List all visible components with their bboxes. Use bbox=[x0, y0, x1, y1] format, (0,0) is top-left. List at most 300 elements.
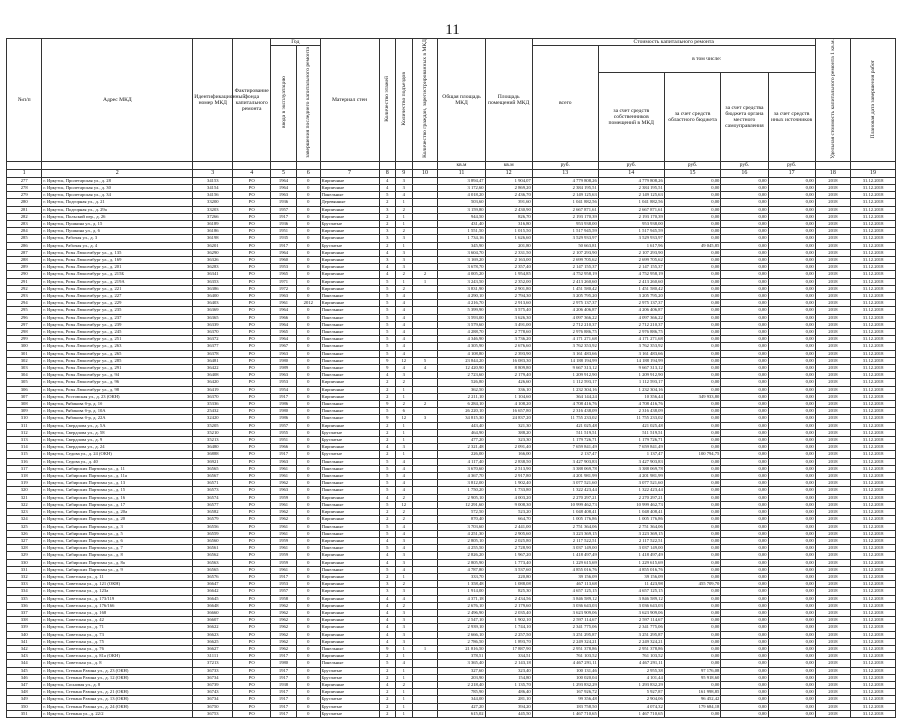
table-cell: 2 341 775,06 bbox=[598, 624, 664, 631]
table-cell: 4 787,80 bbox=[438, 566, 485, 573]
table-cell: 1955 bbox=[271, 429, 297, 436]
table-cell: 3 762 353,92 bbox=[598, 343, 664, 350]
unit-empty bbox=[396, 161, 413, 169]
table-cell: 2 901,80 bbox=[485, 285, 532, 292]
table-cell: 2018 bbox=[815, 667, 850, 674]
table-cell: 2018 bbox=[815, 321, 850, 328]
table-cell: 0,00 bbox=[721, 465, 768, 472]
table-cell: 9 667 313,12 bbox=[532, 365, 598, 372]
table-cell: 1 358,48 bbox=[438, 581, 485, 588]
table-cell: 2 bbox=[379, 379, 396, 386]
table-cell: г. Иркутск, Польский пер., д. 26 bbox=[42, 213, 193, 220]
table-cell: РО bbox=[233, 307, 271, 314]
table-cell: 0,00 bbox=[664, 458, 721, 465]
table-cell: 1 bbox=[396, 667, 413, 674]
table-cell: 31.12.2018 bbox=[851, 645, 896, 652]
table-cell: РО bbox=[233, 537, 271, 544]
table-cell: г. Иркутск, Розы Люксембург ул., д. 237 bbox=[42, 314, 193, 321]
table-cell: 0 bbox=[296, 602, 320, 609]
table-cell: 3 bbox=[379, 588, 396, 595]
table-cell: 0,00 bbox=[768, 537, 815, 544]
table-cell: Панельные bbox=[320, 645, 379, 652]
table-cell: 0 bbox=[296, 285, 320, 292]
table-cell: 3 831,90 bbox=[438, 285, 485, 292]
table-cell: 17 887,90 bbox=[485, 645, 532, 652]
table-cell: 1963 bbox=[271, 293, 297, 300]
table-cell: 1953 bbox=[271, 581, 297, 588]
table-cell: 1 104,60 bbox=[485, 393, 532, 400]
table-cell bbox=[412, 566, 438, 573]
table-cell: 1962 bbox=[271, 509, 297, 516]
table-cell: 1917 bbox=[271, 710, 297, 717]
table-cell: 0 bbox=[296, 336, 320, 343]
table-cell: 4 bbox=[379, 372, 396, 379]
table-cell: 4 bbox=[379, 617, 396, 624]
table-cell bbox=[412, 473, 438, 480]
table-cell: 3 077 521,60 bbox=[598, 480, 664, 487]
table-cell: Панельные bbox=[320, 566, 379, 573]
column-number: 3 bbox=[193, 169, 233, 177]
table-cell: Кирпичные bbox=[320, 588, 379, 595]
table-cell: 4 bbox=[396, 566, 413, 573]
table-cell: 2018 bbox=[815, 220, 850, 227]
table-cell: 0,00 bbox=[768, 609, 815, 616]
table-cell: 3 623 909,06 bbox=[532, 609, 598, 616]
table-cell: РО bbox=[233, 696, 271, 703]
table-cell: 0,00 bbox=[768, 213, 815, 220]
table-row bbox=[7, 631, 896, 638]
table-cell: 1 048 408,41 bbox=[532, 509, 598, 516]
table-cell bbox=[412, 350, 438, 357]
table-cell: 0,00 bbox=[664, 336, 721, 343]
table-cell: РО bbox=[233, 689, 271, 696]
table-cell: 6 bbox=[396, 408, 413, 415]
table-cell: Кирпичные bbox=[320, 235, 379, 242]
table-cell: 2 bbox=[379, 703, 396, 710]
table-cell: 4 097 366,22 bbox=[532, 314, 598, 321]
table-cell: г. Иркутск, Розы Люксембург ул., д. 215Б bbox=[42, 271, 193, 278]
table-cell: 664,70 bbox=[485, 516, 532, 523]
table-cell: Кирпичные bbox=[320, 509, 379, 516]
table-cell: 1938 bbox=[271, 681, 297, 688]
table-cell: 31.12.2018 bbox=[851, 256, 896, 263]
table-cell: 2 bbox=[396, 271, 413, 278]
table-cell: РО bbox=[233, 408, 271, 415]
table-cell: г. Иркутск, Подгорная ул., д. 21 bbox=[42, 199, 193, 206]
table-cell: 1 bbox=[412, 278, 438, 285]
table-cell: 0,00 bbox=[768, 689, 815, 696]
table-cell bbox=[412, 264, 438, 271]
table-cell: 3 159,80 bbox=[438, 206, 485, 213]
table-cell: 1 229 615,69 bbox=[598, 559, 664, 566]
table-cell: 0 bbox=[296, 199, 320, 206]
table-cell: 2018 bbox=[815, 206, 850, 213]
table-cell: 3 172,60 bbox=[438, 184, 485, 191]
table-cell: 1953 bbox=[271, 264, 297, 271]
table-cell: 1 954,85 bbox=[485, 271, 532, 278]
table-cell: 2018 bbox=[815, 631, 850, 638]
table-cell: 2 751 364,06 bbox=[532, 523, 598, 530]
table-cell: 445,50 bbox=[485, 710, 532, 717]
table-cell: 31.12.2018 bbox=[851, 703, 896, 710]
table-row bbox=[7, 689, 896, 696]
table-cell: 4 bbox=[396, 336, 413, 343]
table-cell: РО bbox=[233, 365, 271, 372]
table-cell: 2 091,40 bbox=[485, 444, 532, 451]
table-cell: 3 bbox=[396, 235, 413, 242]
table-cell: 1 179 726,71 bbox=[598, 437, 664, 444]
table-cell: 2 211,10 bbox=[438, 393, 485, 400]
table-cell bbox=[412, 602, 438, 609]
table-cell: 0,00 bbox=[721, 537, 768, 544]
table-cell: 31.12.2018 bbox=[851, 422, 896, 429]
table-cell: 12 bbox=[396, 501, 413, 508]
table-cell: 36573 bbox=[193, 487, 233, 494]
table-cell: 2 751 364,06 bbox=[598, 523, 664, 530]
table-cell: 0,00 bbox=[768, 458, 815, 465]
table-cell: 0 bbox=[296, 609, 320, 616]
table-cell: 0,00 bbox=[721, 256, 768, 263]
table-cell: 4 bbox=[396, 307, 413, 314]
table-cell: 3 bbox=[396, 256, 413, 263]
table-cell: 1965 bbox=[271, 271, 297, 278]
table-cell: 0,00 bbox=[768, 429, 815, 436]
table-cell: 1 bbox=[396, 393, 413, 400]
table-cell: 2 149 125,63 bbox=[598, 192, 664, 199]
table-cell: 31.12.2018 bbox=[851, 537, 896, 544]
table-cell: 288 bbox=[7, 256, 42, 263]
table-cell: 4 657 125,15 bbox=[532, 588, 598, 595]
table-cell: 0,00 bbox=[768, 552, 815, 559]
table-cell: 2 976 886,75 bbox=[532, 329, 598, 336]
table-cell: 36481 bbox=[193, 357, 233, 364]
table-cell: 0,00 bbox=[768, 480, 815, 487]
table-cell: 0 bbox=[296, 530, 320, 537]
table-cell: 2018 bbox=[815, 523, 850, 530]
table-row bbox=[7, 509, 896, 516]
table-cell: г. Иркутск, Сибирских Партизан ул., д. 9 bbox=[42, 566, 193, 573]
header-address: Адрес МКД bbox=[42, 39, 193, 162]
table-cell: 0 bbox=[296, 343, 320, 350]
table-cell: 0 bbox=[296, 696, 320, 703]
table-row bbox=[7, 501, 896, 508]
table-cell: 301 bbox=[7, 350, 42, 357]
table-cell: РО bbox=[233, 437, 271, 444]
table-cell: 5 bbox=[379, 566, 396, 573]
table-cell: 1 467 710,65 bbox=[532, 710, 598, 717]
table-cell: г. Иркутск, Подгорная ул., д. 29а bbox=[42, 206, 193, 213]
table-cell: 9 bbox=[379, 415, 396, 422]
table-cell bbox=[412, 523, 438, 530]
header-material: Материал стен bbox=[320, 39, 379, 162]
table-cell: 0 bbox=[296, 595, 320, 602]
unit-area2: кв.м bbox=[485, 161, 532, 169]
table-cell: 2 bbox=[379, 509, 396, 516]
table-cell: 0,00 bbox=[768, 559, 815, 566]
table-cell: 31.12.2018 bbox=[851, 653, 896, 660]
table-cell: г. Иркутск, Свердлова ул., д. 9 bbox=[42, 437, 193, 444]
table-cell: 0 bbox=[296, 473, 320, 480]
table-cell: г. Иркутск, Розы Люксембург ул., д. 285 bbox=[42, 357, 193, 364]
table-cell: РО bbox=[233, 710, 271, 717]
table-cell: 2 218,40 bbox=[438, 681, 485, 688]
table-cell: 277 bbox=[7, 177, 42, 184]
table-cell: 323 bbox=[7, 509, 42, 516]
table-cell: 9 bbox=[379, 365, 396, 372]
table-cell bbox=[412, 631, 438, 638]
table-cell: 0,00 bbox=[768, 408, 815, 415]
table-cell: 1961 bbox=[271, 523, 297, 530]
table-cell: 0,00 bbox=[664, 278, 721, 285]
table-cell: 330 bbox=[7, 559, 42, 566]
table-cell: 4 bbox=[396, 321, 413, 328]
table-cell: 1 232 304,16 bbox=[532, 386, 598, 393]
table-cell: 2 955,38 bbox=[598, 667, 664, 674]
table-cell: 36422 bbox=[193, 365, 233, 372]
table-cell: 3 537,60 bbox=[485, 566, 532, 573]
table-cell: РО bbox=[233, 228, 271, 235]
table-cell: РО bbox=[233, 566, 271, 573]
table-cell: 311 bbox=[7, 422, 42, 429]
table-cell: 24 837,20 bbox=[485, 415, 532, 422]
table-cell: 1 bbox=[396, 386, 413, 393]
column-number: 12 bbox=[485, 169, 532, 177]
table-cell: г. Иркутск, Розы Люксембург ул., д. 201 bbox=[42, 264, 193, 271]
table-cell: 306 bbox=[7, 386, 42, 393]
table-cell: г. Иркутск, Сибирских Партизан ул., д. 20а bbox=[42, 509, 193, 516]
table-row bbox=[7, 595, 896, 602]
table-cell: 0,00 bbox=[664, 220, 721, 227]
table-cell: 0,00 bbox=[664, 264, 721, 271]
table-cell: 3 bbox=[396, 588, 413, 595]
table-cell: 1 179 726,71 bbox=[532, 437, 598, 444]
table-cell: 3 762 353,92 bbox=[532, 343, 598, 350]
table-cell: г. Иркутск, Советская ул., д. 76 bbox=[42, 645, 193, 652]
table-cell: 2 436,70 bbox=[485, 192, 532, 199]
table-cell: 179 684,18 bbox=[664, 703, 721, 710]
table-cell: 36750 bbox=[193, 703, 233, 710]
table-cell: 0,00 bbox=[768, 473, 815, 480]
table-cell: 0,00 bbox=[721, 645, 768, 652]
table-cell: 2 bbox=[379, 437, 396, 444]
table-cell: 615,02 bbox=[438, 710, 485, 717]
table-row bbox=[7, 667, 896, 674]
table-cell: 2018 bbox=[815, 473, 850, 480]
table-cell: 36574 bbox=[193, 494, 233, 501]
table-cell: 0,00 bbox=[664, 386, 721, 393]
table-cell: РО bbox=[233, 264, 271, 271]
table-cell: 347 bbox=[7, 681, 42, 688]
table-cell: 0,00 bbox=[721, 473, 768, 480]
table-cell: 4 467 291,11 bbox=[532, 660, 598, 667]
table-cell: 4 206 406,87 bbox=[532, 307, 598, 314]
table-cell: РО bbox=[233, 660, 271, 667]
table-cell: 0,00 bbox=[721, 458, 768, 465]
table-cell: Брусчатые bbox=[320, 710, 379, 717]
header-id: Идентификационный номер МКД bbox=[193, 39, 233, 162]
table-cell: 4 305,90 bbox=[438, 343, 485, 350]
table-cell: 0,00 bbox=[721, 667, 768, 674]
table-cell: РО bbox=[233, 516, 271, 523]
table-cell: 328 bbox=[7, 545, 42, 552]
table-cell: г. Иркутск, Седова ул., д. 24 (ОКН) bbox=[42, 451, 193, 458]
table-cell: РО bbox=[233, 581, 271, 588]
table-cell: 0,00 bbox=[721, 674, 768, 681]
table-cell bbox=[412, 537, 438, 544]
table-cell: 1962 bbox=[271, 624, 297, 631]
table-cell: 201,80 bbox=[485, 242, 532, 249]
table-cell: 5 bbox=[379, 321, 396, 328]
table-cell: 0 bbox=[296, 494, 320, 501]
table-cell: 2018 bbox=[815, 300, 850, 307]
table-cell: 2018 bbox=[815, 235, 850, 242]
table-cell: 39 156,09 bbox=[598, 573, 664, 580]
table-cell: 36341 bbox=[193, 271, 233, 278]
table-cell: 1 015,50 bbox=[485, 228, 532, 235]
table-cell: 2 597 114,67 bbox=[532, 617, 598, 624]
table-cell: 0,00 bbox=[664, 710, 721, 717]
table-cell: 2018 bbox=[815, 595, 850, 602]
table-cell: 1 967,20 bbox=[485, 552, 532, 559]
table-cell: 2 413 260,60 bbox=[532, 278, 598, 285]
unit-rub: руб. bbox=[532, 161, 598, 169]
table-cell: 0 bbox=[296, 645, 320, 652]
table-cell: 4 bbox=[379, 537, 396, 544]
table-cell: 0,00 bbox=[721, 689, 768, 696]
table-cell: 0,00 bbox=[768, 228, 815, 235]
table-cell: 0,00 bbox=[768, 192, 815, 199]
table-cell: 3 bbox=[379, 206, 396, 213]
table-cell: 0,00 bbox=[768, 422, 815, 429]
table-cell: 2018 bbox=[815, 408, 850, 415]
table-cell: Кирпичные bbox=[320, 278, 379, 285]
table-cell: 31.12.2018 bbox=[851, 444, 896, 451]
table-cell: 2018 bbox=[815, 674, 850, 681]
table-cell: 0,00 bbox=[721, 602, 768, 609]
table-cell: 4 bbox=[396, 487, 413, 494]
table-cell bbox=[412, 220, 438, 227]
table-cell: 0,00 bbox=[721, 624, 768, 631]
table-cell: 31.12.2018 bbox=[851, 184, 896, 191]
table-cell: 4 bbox=[379, 494, 396, 501]
table-cell: 31.12.2018 bbox=[851, 501, 896, 508]
table-cell: 37266 bbox=[193, 213, 233, 220]
table-cell: 1963 bbox=[271, 350, 297, 357]
table-cell: 2 316 438,09 bbox=[598, 408, 664, 415]
table-cell: 3 bbox=[396, 249, 413, 256]
column-number: 10 bbox=[412, 169, 438, 177]
table-cell: 31.12.2018 bbox=[851, 321, 896, 328]
table-cell: РО bbox=[233, 300, 271, 307]
table-cell: 0,00 bbox=[664, 343, 721, 350]
table-cell: 307 bbox=[7, 393, 42, 400]
table-cell: 2 bbox=[379, 516, 396, 523]
table-cell: 0,00 bbox=[721, 710, 768, 717]
table-cell: 2 bbox=[396, 494, 413, 501]
table-cell: 321 bbox=[7, 494, 42, 501]
table-cell: 0,00 bbox=[768, 710, 815, 717]
table-cell bbox=[412, 329, 438, 336]
table-cell bbox=[412, 667, 438, 674]
table-cell: 4 bbox=[396, 530, 413, 537]
table-cell: Кирпичные bbox=[320, 653, 379, 660]
table-cell: 4 657 125,15 bbox=[598, 588, 664, 595]
table-cell: 31.12.2018 bbox=[851, 235, 896, 242]
table-cell: Кирпичные bbox=[320, 422, 379, 429]
table-cell: 4 bbox=[396, 314, 413, 321]
table-cell: 0,00 bbox=[664, 602, 721, 609]
table-cell: г. Иркутск, Пролетарская ул., д. 34 bbox=[42, 192, 193, 199]
table-body bbox=[7, 177, 896, 717]
table-cell: 2 905,10 bbox=[438, 494, 485, 501]
table-cell: 36369 bbox=[193, 307, 233, 314]
table-cell: 2018 bbox=[815, 516, 850, 523]
table-cell: 2018 bbox=[815, 573, 850, 580]
table-cell: 0 bbox=[296, 220, 320, 227]
column-number: 16 bbox=[721, 169, 768, 177]
table-cell: 0 bbox=[296, 365, 320, 372]
table-cell: РО bbox=[233, 278, 271, 285]
table-cell: 1 bbox=[396, 429, 413, 436]
table-cell bbox=[412, 581, 438, 588]
table-cell: г. Иркутск, Советская ул., д. 71 bbox=[42, 624, 193, 631]
table-cell: 2 035,40 bbox=[485, 609, 532, 616]
table-cell: 2 249 324,21 bbox=[598, 638, 664, 645]
table-row bbox=[7, 285, 896, 292]
table-cell: Кирпичные bbox=[320, 494, 379, 501]
table-cell: 31.12.2018 bbox=[851, 365, 896, 372]
table-cell: 31.12.2018 bbox=[851, 228, 896, 235]
header-cost-total: всего bbox=[532, 46, 598, 162]
header-floors bbox=[379, 39, 396, 162]
table-cell: 2 025,80 bbox=[485, 537, 532, 544]
table-cell: 36186 bbox=[193, 228, 233, 235]
table-cell: 0 bbox=[296, 552, 320, 559]
table-cell: 0 bbox=[296, 573, 320, 580]
table-cell: 31.12.2018 bbox=[851, 595, 896, 602]
table-cell: РО bbox=[233, 559, 271, 566]
table-cell: 0,00 bbox=[664, 465, 721, 472]
table-cell: 0 bbox=[296, 660, 320, 667]
table-cell: 100 131,46 bbox=[532, 667, 598, 674]
table-cell: 761 103,52 bbox=[532, 653, 598, 660]
table-cell: 4 bbox=[396, 343, 413, 350]
table-cell: 4 251,30 bbox=[438, 530, 485, 537]
table-cell: 286 bbox=[7, 242, 42, 249]
table-cell: г. Иркутск, Розы Люксембург ул., д. 98 bbox=[42, 386, 193, 393]
table-cell: 2 316 438,09 bbox=[532, 408, 598, 415]
table-cell: 283 bbox=[7, 220, 42, 227]
table-cell: 31.12.2018 bbox=[851, 199, 896, 206]
table-cell: 2 107 293,90 bbox=[532, 249, 598, 256]
table-cell: 0,00 bbox=[664, 357, 721, 364]
table-cell: 4 467 291,11 bbox=[598, 660, 664, 667]
table-cell: 0,00 bbox=[664, 350, 721, 357]
table-cell: 2018 bbox=[815, 357, 850, 364]
table-cell: 36753 bbox=[193, 710, 233, 717]
table-cell: 292 bbox=[7, 285, 42, 292]
table-cell: 316,80 bbox=[485, 220, 532, 227]
table-cell: 2018 bbox=[815, 437, 850, 444]
table-cell: 31.12.2018 bbox=[851, 660, 896, 667]
table-cell: 4 bbox=[396, 293, 413, 300]
table-cell: 36559 bbox=[193, 530, 233, 537]
table-cell: 2 270 297,21 bbox=[532, 494, 598, 501]
table-cell: 220,80 bbox=[485, 573, 532, 580]
table-cell: 0,00 bbox=[664, 329, 721, 336]
table-cell: 315 bbox=[7, 451, 42, 458]
table-cell: г. Иркутск, Сибирских Партизан ул., д. 7 bbox=[42, 545, 193, 552]
